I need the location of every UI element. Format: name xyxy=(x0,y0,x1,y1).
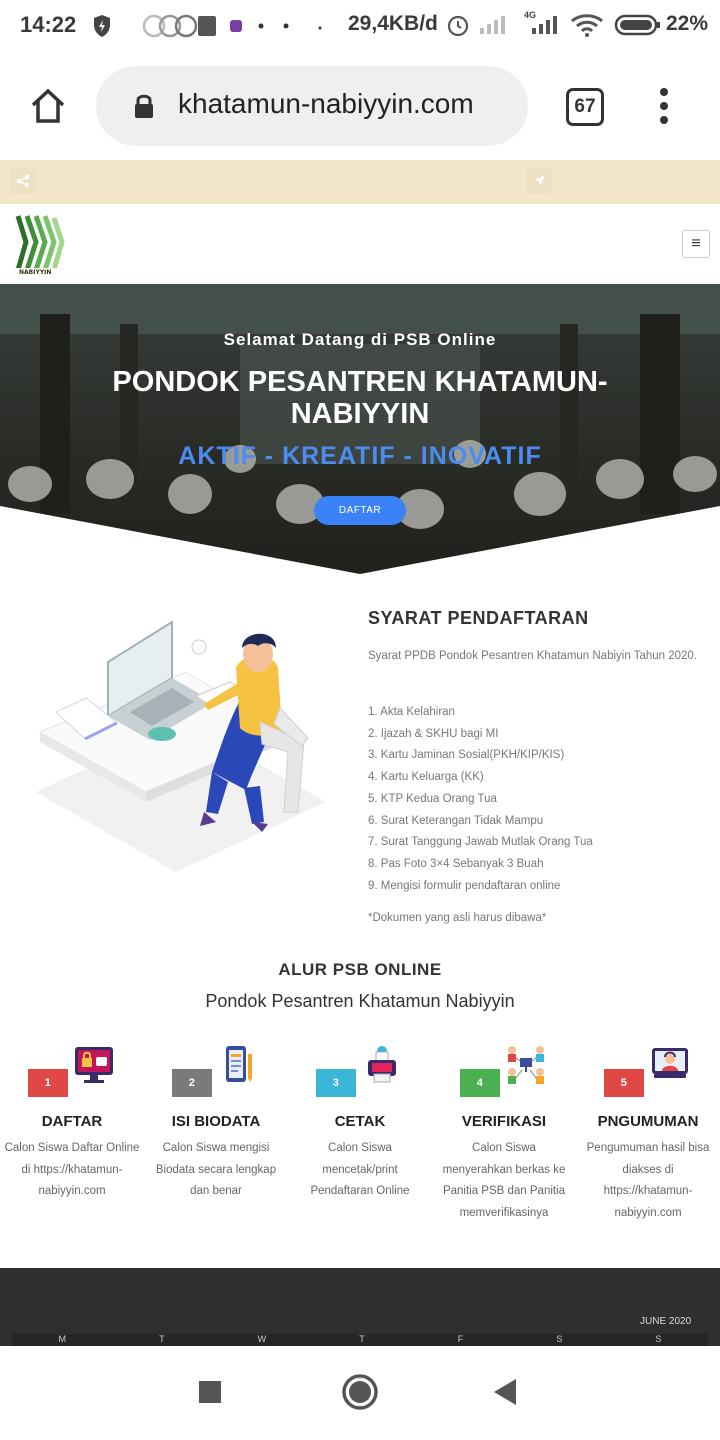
step-number: 3 xyxy=(316,1069,356,1097)
hero-tagline: AKTIF - KREATIF - INOVATIF xyxy=(178,442,542,470)
flow-subtitle: Pondok Pesantren Khatamun Nabiyyin xyxy=(205,991,515,1011)
status-time: 14:22 xyxy=(20,12,77,37)
announcement-monitor-icon xyxy=(648,1042,692,1086)
svg-text:NABIYYIN: NABIYYIN xyxy=(19,269,52,276)
step-number: 1 xyxy=(28,1069,68,1097)
alarm-icon xyxy=(446,13,470,37)
step-label: CETAK xyxy=(334,1113,386,1130)
step-description: Calon Siswa mengisi Biodata secara lengkap dan benar xyxy=(155,1142,277,1197)
weekday: S xyxy=(556,1334,563,1344)
flow-step-pengumuman xyxy=(576,1028,720,1224)
flow-step-verifikasi xyxy=(432,1028,576,1224)
step-number: 4 xyxy=(460,1069,500,1097)
weekday: M xyxy=(58,1334,67,1344)
monitor-lock-icon xyxy=(72,1042,116,1086)
step-label: ISI BIODATA xyxy=(171,1113,261,1130)
url-text[interactable]: khatamun-nabiyyin.com xyxy=(178,88,474,119)
step-label: PNGUMUMAN xyxy=(597,1113,699,1130)
hero-subtitle: Selamat Datang di PSB Online xyxy=(223,330,497,349)
hamburger-icon: ≡ xyxy=(691,235,701,252)
step-description: Calon Siswa mencetak/print Pendaftaran Online xyxy=(310,1142,410,1197)
requirements-note: *Dokumen yang asli harus dibawa* xyxy=(368,912,547,924)
list-item: 3. Kartu Jaminan Sosial(PKH/KIP/KIS) xyxy=(368,749,565,762)
location-button[interactable] xyxy=(526,168,552,194)
flow-step-cetak xyxy=(288,1028,432,1203)
list-item: 9. Mengisi formulir pendaftaran online xyxy=(368,879,561,892)
site-header xyxy=(0,204,720,284)
shield-icon xyxy=(92,14,112,38)
recents-icon[interactable] xyxy=(196,1378,224,1406)
list-item: 5. KTP Kedua Orang Tua xyxy=(368,792,497,805)
list-item: 2. Ijazah & SKHU bagi MI xyxy=(368,727,499,740)
tab-switcher-button[interactable]: 67 xyxy=(566,88,604,126)
daftar-button[interactable]: DAFTAR xyxy=(314,496,406,525)
team-network-icon xyxy=(504,1042,548,1086)
step-label: VERIFIKASI xyxy=(461,1113,547,1130)
list-item: 1. Akta Kelahiran xyxy=(368,706,455,718)
list-item: 7. Surat Tanggung Jawab Mutlak Orang Tua xyxy=(368,836,593,849)
lock-icon xyxy=(132,92,156,120)
location-arrow-icon xyxy=(526,168,552,194)
flow-title: ALUR PSB ONLINE xyxy=(278,960,442,979)
battery-icon xyxy=(614,13,662,37)
weekday: T xyxy=(359,1334,365,1344)
step-number: 2 xyxy=(172,1069,212,1097)
menu-toggle-button[interactable] xyxy=(682,230,710,258)
list-item: 4. Kartu Keluarga (KK) xyxy=(368,771,484,784)
wifi-icon xyxy=(570,12,604,38)
notification-icons xyxy=(140,12,340,40)
step-description: Pengumuman hasil bisa diakses di https://khatamun-nabiyyin.com xyxy=(586,1142,710,1219)
signal-icon xyxy=(478,14,508,36)
requirements-list xyxy=(368,702,593,897)
list-item: 6. Surat Keterangan Tidak Mampu xyxy=(368,814,544,827)
student-laptop-illustration xyxy=(36,612,326,872)
battery-percent: 22% xyxy=(666,12,709,35)
site-logo[interactable] xyxy=(14,212,68,276)
signal-4g-icon xyxy=(522,14,562,36)
list-item: 8. Pas Foto 3×4 Sebanyak 3 Buah xyxy=(368,857,544,870)
step-number: 5 xyxy=(604,1069,644,1097)
flow-step-daftar xyxy=(0,1028,144,1203)
requirements-title: SYARAT PENDAFTARAN xyxy=(368,608,589,628)
home-icon[interactable] xyxy=(28,86,68,126)
network-speed: 29,4KB/d xyxy=(348,12,438,35)
share-button[interactable] xyxy=(10,168,36,194)
home-nav-icon[interactable] xyxy=(340,1372,380,1412)
weekday: S xyxy=(655,1334,662,1344)
step-description: Calon Siswa menyerahkan berkas ke Panitia PSB dan Panitia memverifikasinya xyxy=(442,1142,566,1219)
calendar-month: JUNE 2020 xyxy=(640,1316,692,1327)
weekday: W xyxy=(257,1334,267,1344)
flow-step-isi-biodata xyxy=(144,1028,288,1203)
status-bar xyxy=(0,0,720,52)
weekday: T xyxy=(159,1334,165,1344)
top-strip xyxy=(0,160,720,204)
back-icon[interactable] xyxy=(490,1376,520,1408)
calendar-weekdays xyxy=(12,1334,708,1346)
network-type: 4G xyxy=(524,10,537,20)
step-label: DAFTAR xyxy=(41,1113,103,1130)
hero-title: PONDOK PESANTREN KHATAMUN-NABIYYIN xyxy=(112,366,608,430)
weekday: F xyxy=(457,1334,464,1344)
printer-icon xyxy=(360,1042,404,1086)
requirements-intro: Syarat PPDB Pondok Pesantren Khatamun Nabiyin Tahun 2020. xyxy=(368,650,698,662)
overflow-menu-icon[interactable] xyxy=(654,86,674,126)
step-description: Calon Siswa Daftar Online di https://khatamun-nabiyyin.com xyxy=(4,1142,140,1197)
form-pencil-icon xyxy=(216,1042,260,1086)
share-icon xyxy=(10,168,36,194)
